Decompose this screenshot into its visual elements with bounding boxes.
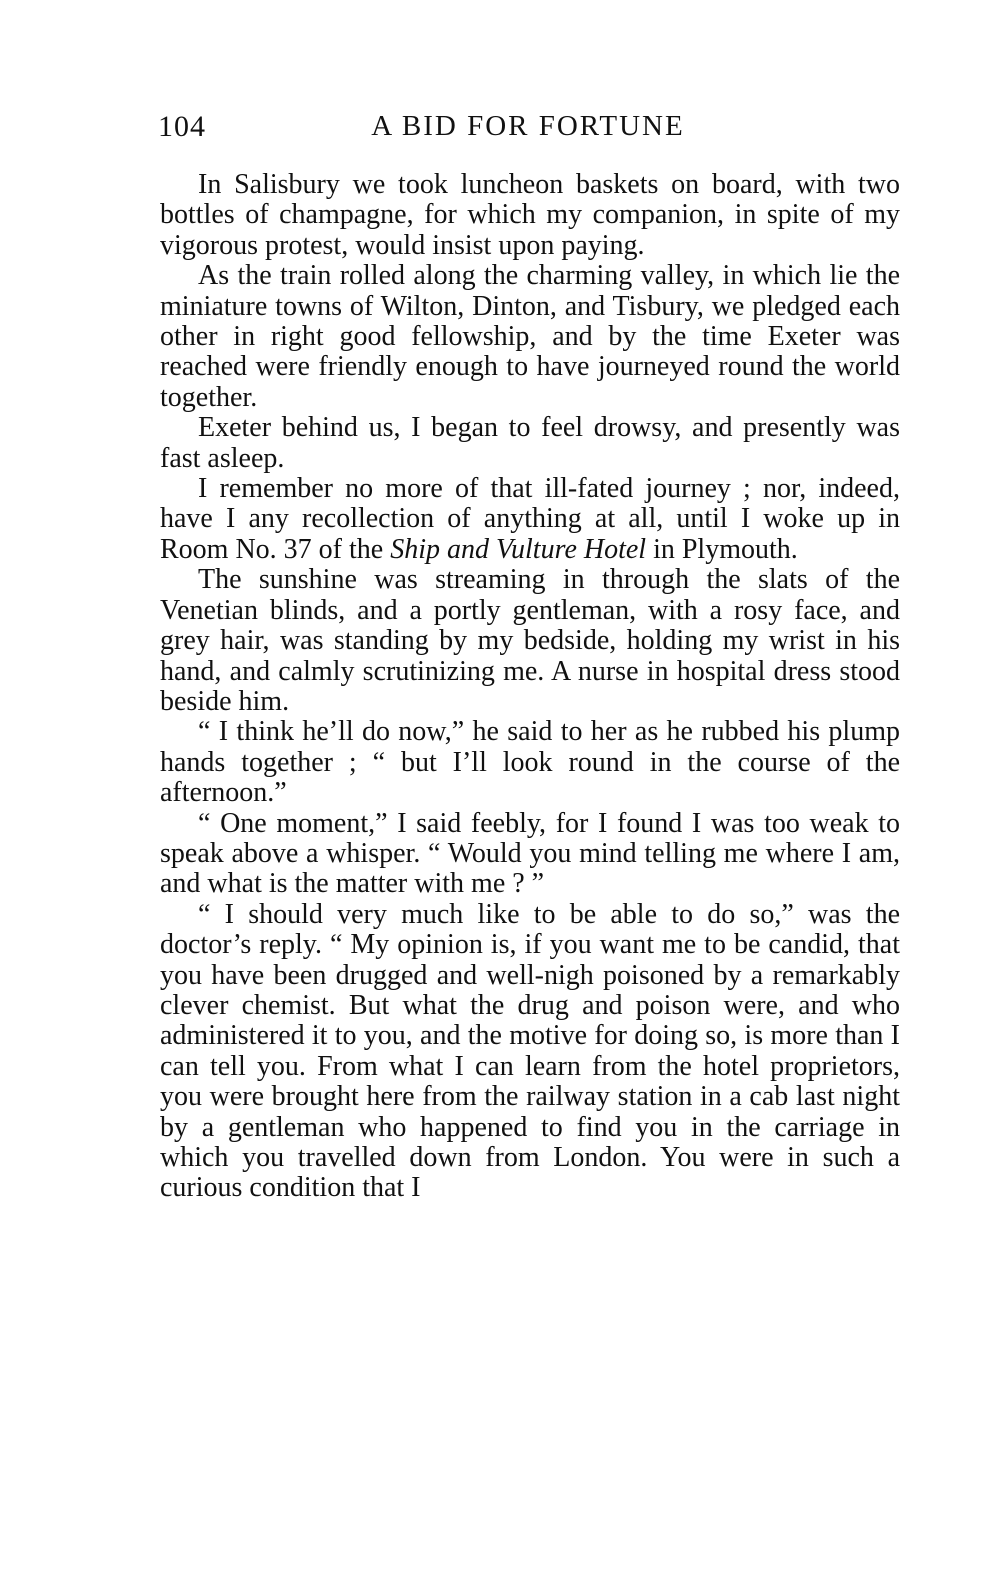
paragraph bbox=[160, 474, 900, 565]
paragraph: “ One moment,” I said feebly, for I found I was too weak to speak above a whisper. “ Would you mind telling me where I am, and what is the matter with me ? ” bbox=[160, 807, 900, 900]
paragraph: “ I think he’ll do now,” he said to her as he rubbed his plump hands together ; “ but I’ll look round in the course of the afternoon.” bbox=[160, 716, 900, 809]
paragraph: “ I should very much like to be able to do so,” was the doctor’s reply. “ My opinion is, if you want me to be candid, that you have been drugged and well-nigh poisoned by a remarkably clever chemist. But what the drug and poison were, and who administered it to you, and the motive for doing so, is more than I can tell you. From what I can learn from the hotel proprietors, you were brought here from the railway station in a cab last night by a gentleman who happened to find you in the carriage in which you travelled down from London. You were in such a curious condition that I bbox=[160, 898, 900, 1204]
paragraph: In Salisbury we took luncheon baskets on board, with two bottles of champagne, for which my companion, in spite of my vigorous protest, would insist upon paying. bbox=[160, 169, 900, 261]
paragraph-text: in Plymouth. bbox=[646, 533, 798, 565]
paragraph: As the train rolled along the charming valley, in which lie the miniature towns of Wilton, Dinton, and Tisbury, we pledged each other in right good fellowship, and by the time Exeter was reached were friendly enough to have journeyed round the world together. bbox=[160, 260, 900, 413]
paragraph-text: I remember no more of that ill-fated journey ; nor, indeed, have I any recollection of anything at all, until I woke up in Room No. 37 of the bbox=[160, 473, 900, 565]
page-number: 104 bbox=[158, 110, 206, 143]
paragraph: The sunshine was streaming in through the slats of the Venetian blinds, and a portly gentleman, with a rosy face, and grey hair, was standing by my bedside, holding my wrist in his hand, and calmly scrutinizing me. A nurse in hospital dress stood beside him. bbox=[160, 564, 900, 717]
hotel-name-italic: Ship and Vulture Hotel bbox=[390, 533, 647, 565]
paragraph: Exeter behind us, I began to feel drowsy, and presently was fast asleep. bbox=[160, 412, 900, 474]
page-header bbox=[158, 110, 898, 150]
running-title: A BID FOR FORTUNE bbox=[371, 110, 685, 142]
body-text bbox=[160, 170, 900, 1204]
